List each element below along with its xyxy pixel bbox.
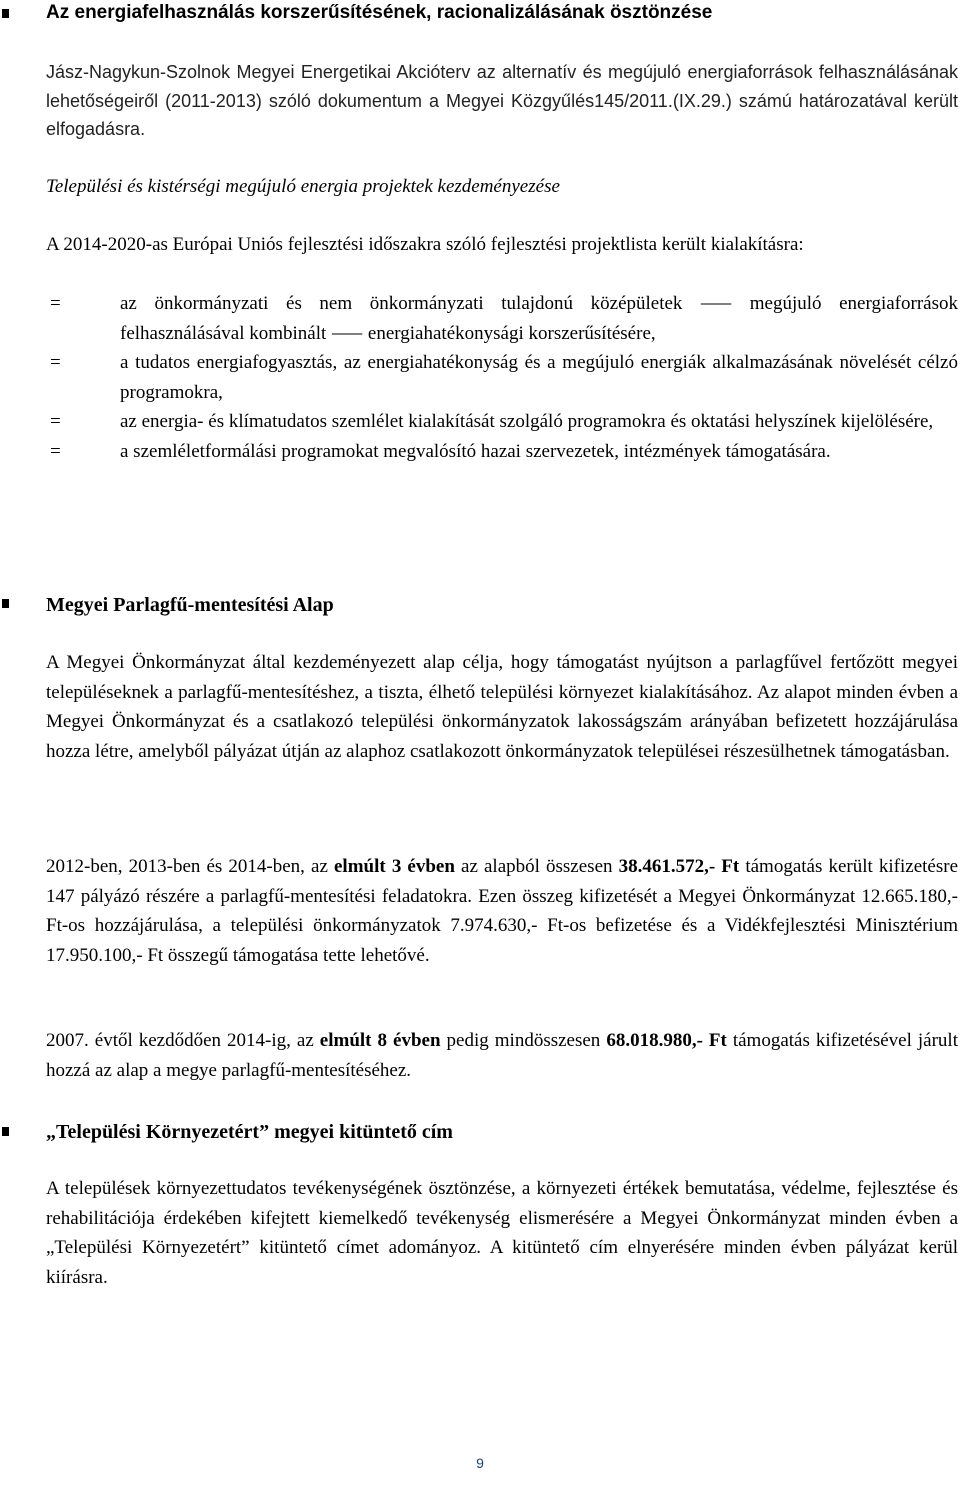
list-marker: = [50, 440, 61, 462]
text-run: 2012-ben, 2013-ben és 2014-ben, az [46, 856, 334, 877]
intro-paragraph: Jász-Nagykun-Szolnok Megyei Energetikai Akcióterv az alternatív és megújuló energiaforrások felhasználásának lehetőségeiről (2011-2013) szóló dokumentum a Megyei Közgyűlés145/2011.(IX.29.) számú határozatával került elfogadásra. [46, 62, 958, 139]
list-marker: = [50, 293, 61, 314]
list-item-text: az önkormányzati és nem önkormányzati tulajdonú középületek ⸺ megújuló energiaforrások felhasználásával kombinált ⸺ energiahatékonysági korszerűsítésére, [120, 293, 958, 344]
list-item-text: az energia- és klímatudatos szemlélet kialakítását szolgáló programokra és oktatási helyszínek kijelölésére, [120, 411, 934, 432]
ragweed-paragraph-1: A Megyei Önkormányzat által kezdeményezett alap célja, hogy támogatást nyújtson a parlagfűvel fertőzött megyei településeknek a parlagfű-mentesítéshez, a tiszta, élhető települési környezet kialakításához. Az alapot minden évben a Megyei Önkormányzat és a csatlakozó települési önkormányzatok lakosságszám arányában befizetett hozzájárulása hozza létre, amelyből pályázat útján az alaphoz csatlakozott önkormányzatok települései részesülhetnek támogatásban. [46, 652, 958, 762]
text-run-bold: elmúlt 3 évben [334, 856, 455, 877]
list-item-text: a tudatos energiafogyasztás, az energiahatékonyság és a megújuló energiák alkalmazásának növelését célzó programokra, [120, 352, 958, 403]
amount-bold: 68.018.980,- Ft [606, 1030, 727, 1051]
section-heading-ragweed: Megyei Parlagfű-mentesítési Alap [46, 594, 334, 616]
list-marker: = [50, 352, 61, 373]
section-heading-award: „Települési Környezetért” megyei kitüntető cím [46, 1121, 453, 1143]
ragweed-paragraph-3 [46, 1026, 958, 1085]
projects-lead-paragraph: A 2014-2020-as Európai Uniós fejlesztési időszakra szóló fejlesztési projektlista került kialakításra: [46, 234, 804, 255]
projects-list [0, 289, 960, 466]
amount-bold: 38.461.572,- Ft [618, 856, 740, 877]
page-number: 9 [476, 1455, 484, 1471]
bullet-square-icon [2, 599, 9, 608]
text-run-bold: elmúlt 8 évben [319, 1030, 441, 1051]
text-run: pedig mindösszesen [440, 1030, 607, 1051]
text-run: 2007. évtől kezdődően 2014-ig, az [46, 1030, 320, 1051]
list-item [0, 407, 960, 437]
list-item-text: a szemléletformálási programokat megvalósító hazai szervezetek, intézmények támogatására. [120, 440, 831, 462]
text-run: az alapból összesen [454, 856, 619, 877]
list-marker: = [50, 411, 61, 432]
bullet-square-icon [2, 1127, 9, 1136]
list-item [0, 289, 960, 348]
list-item [0, 348, 960, 407]
text-run: támogatás kifizetésével járult hozzá az alap a megye parlagfű-mentesítéséhez. [46, 1030, 958, 1081]
ragweed-paragraph-2 [46, 852, 958, 970]
award-paragraph: A települések környezettudatos tevékenységének ösztönzése, a környezeti értékek bemutatása, védelme, fejlesztése és rehabilitációja érdekében kifejtett kiemelkedő tevékenység elismerésére a Megyei Önkormányzat minden évben a „Települési Környezetért” kitüntető címet adományoz. A kitüntető cím elnyerésére minden évben pályázat kerül kiírásra. [46, 1178, 958, 1288]
list-item [0, 437, 960, 467]
section-heading-energy: Az energiafelhasználás korszerűsítésének, racionalizálásának ösztönzése [46, 2, 713, 23]
text-run: támogatás került kifizetésre 147 pályázó részére a parlagfű-mentesítési feladatokra. Ezen összeg kifizetését a Megyei Önkormányzat 12.665.180,- Ft-os hozzájárulása, a települési önkormányzatok 7.974.630,- Ft-os befizetése és a Vidékfejlesztési Minisztérium 17.950.100,- Ft összegű támogatása tette lehetővé. [46, 856, 959, 966]
bullet-square-icon [2, 9, 9, 18]
subheading-projects: Települési és kistérségi megújuló energia projektek kezdeményezése [46, 176, 560, 197]
